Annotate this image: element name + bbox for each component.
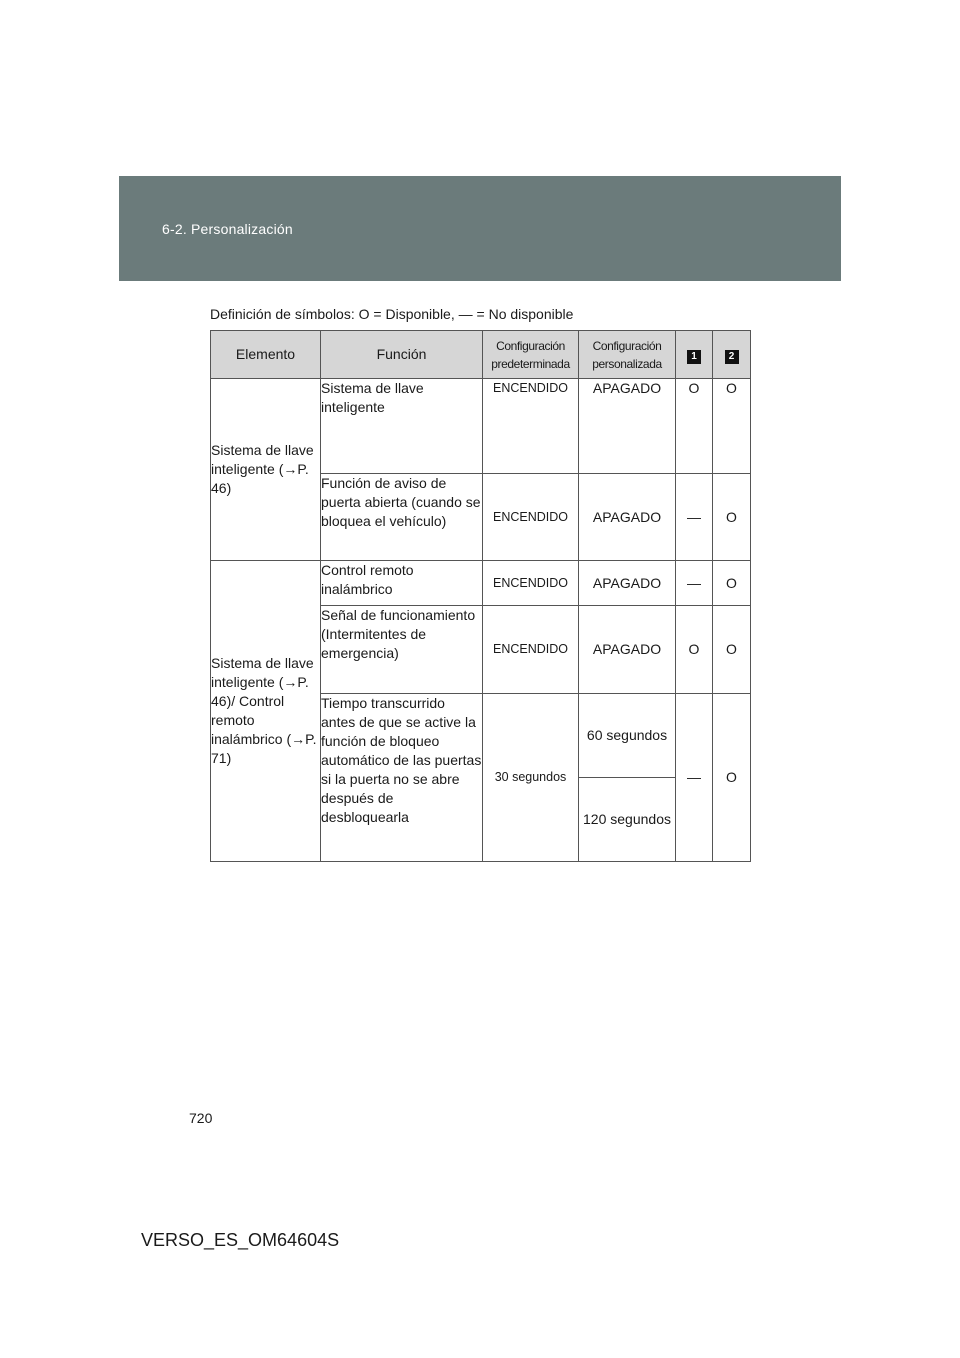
column-header-custom: Configuración personalizada bbox=[579, 331, 676, 379]
elemento-cell: Sistema de llave inteligente (→P. 46) bbox=[211, 379, 321, 561]
default-cell: 30 segundos bbox=[483, 694, 579, 862]
default-cell: ENCENDIDO bbox=[483, 474, 579, 561]
funcion-cell: Señal de funcionamiento (Intermitentes de emergencia) bbox=[321, 606, 483, 694]
column-header-elemento: Elemento bbox=[211, 331, 321, 379]
availability-2-cell: O bbox=[713, 379, 751, 474]
table-header-row bbox=[211, 331, 751, 379]
custom-option-cell: 120 segundos bbox=[579, 778, 676, 862]
custom-cell: APAGADO bbox=[579, 474, 676, 561]
availability-1-cell: O bbox=[676, 606, 713, 694]
availability-1-cell: O bbox=[676, 379, 713, 474]
default-cell: ENCENDIDO bbox=[483, 561, 579, 606]
custom-cell: APAGADO bbox=[579, 606, 676, 694]
column-header-2 bbox=[713, 331, 751, 379]
column-header-default: Configuración predeterminada bbox=[483, 331, 579, 379]
document-id: VERSO_ES_OM64604S bbox=[141, 1230, 340, 1250]
availability-1-cell: — bbox=[676, 694, 713, 862]
elemento-cell: Sistema de llave inteligente (→P. 46)/ Control remoto inalámbrico (→P. 71) bbox=[211, 561, 321, 862]
badge-1-icon: 1 bbox=[687, 350, 701, 364]
custom-option-cell: 60 segundos bbox=[579, 694, 676, 778]
funcion-cell: Sistema de llave inteligente bbox=[321, 379, 483, 474]
header-band bbox=[119, 176, 841, 281]
table-row bbox=[211, 379, 751, 474]
default-cell: ENCENDIDO bbox=[483, 379, 579, 474]
custom-cell: APAGADO bbox=[579, 379, 676, 474]
badge-2-icon: 2 bbox=[725, 350, 739, 364]
column-header-funcion: Función bbox=[321, 331, 483, 379]
section-title: 6-2. Personalización bbox=[162, 221, 293, 237]
default-cell: ENCENDIDO bbox=[483, 606, 579, 694]
funcion-cell: Control remoto inalámbrico bbox=[321, 561, 483, 606]
customization-table bbox=[210, 330, 751, 862]
symbol-legend: Definición de símbolos: O = Disponible, — = No disponible bbox=[210, 306, 574, 322]
funcion-cell: Tiempo transcurrido antes de que se active la función de bloqueo automático de las puertas si la puerta no se abre después de desbloquearla bbox=[321, 694, 483, 862]
availability-2-cell: O bbox=[713, 606, 751, 694]
custom-cell: APAGADO bbox=[579, 561, 676, 606]
availability-2-cell: O bbox=[713, 561, 751, 606]
table-row bbox=[211, 561, 751, 606]
availability-1-cell: — bbox=[676, 474, 713, 561]
availability-2-cell: O bbox=[713, 474, 751, 561]
page-number: 720 bbox=[189, 1110, 213, 1126]
availability-1-cell: — bbox=[676, 561, 713, 606]
availability-2-cell: O bbox=[713, 694, 751, 862]
funcion-cell: Función de aviso de puerta abierta (cuando se bloquea el vehículo) bbox=[321, 474, 483, 561]
column-header-1 bbox=[676, 331, 713, 379]
